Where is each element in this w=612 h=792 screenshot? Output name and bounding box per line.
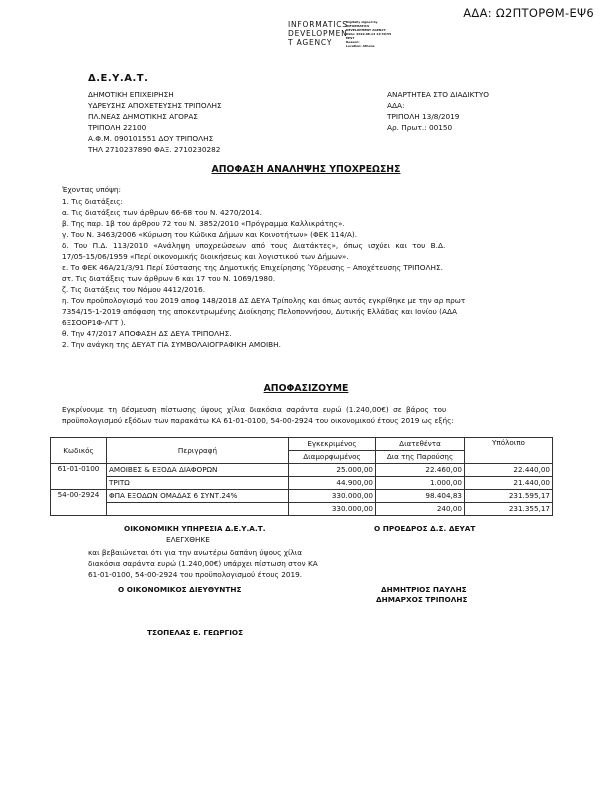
finance-service-heading: ΟΙΚΟΝΟΜΙΚΗ ΥΠΗΡΕΣΙΑ Δ.Ε.Υ.Α.Τ. [124, 524, 266, 533]
cell-description [107, 503, 289, 516]
org-line: ΔΗΜΟΤΙΚΗ ΕΠΙΧΕΙΡΗΣΗ [88, 90, 174, 99]
org-line: Α.Φ.Μ. 090101551 ΔΟΥ ΤΡΙΠΟΛΗΣ [88, 134, 214, 143]
decision-line: Εγκρίνουμε τη δέσμευση πίστωσης ύψους χίλια διακόσια σαράντα ευρώ (1.240,00€) σε βάρος του [62, 405, 447, 414]
organization-name: Δ.Ε.Υ.Α.Τ. [88, 73, 149, 84]
provision-item: 7354/15-1-2019 απόφαση της αποκεντρωμένης Διοίκησης Πελοποννήσου, Δυτικής Ελλάδας και Ιονίου (ΑΔΑ [62, 307, 457, 316]
president-role: ΔΗΜΑΡΧΟΣ ΤΡΙΠΟΛΗΣ [376, 595, 468, 604]
provision-item: 17/05-15/06/1959 «Περί οικονομικής διοικήσεως και λογιστικού των Δήμων». [62, 252, 349, 261]
ada-number: ΑΔΑ: Ω2ΠΤΟΡΘΜ-ΕΨ6 [463, 6, 594, 20]
ida-logo-line: DEVELOPMEN [288, 29, 348, 38]
table-header-row [51, 438, 553, 451]
cell-available: 22.460,00 [376, 464, 465, 477]
certification-line: διακόσια σαράντα ευρώ (1.240,00€) υπάρχει πίστωση στον ΚΑ [88, 559, 318, 568]
certification-line: και βεβαιώνεται ότι για την ανωτέρω δαπάνη ύψους χίλια [88, 548, 303, 557]
header-approved: Εγκεκριμένος [289, 438, 376, 451]
cell-approved: 25.000,00 [289, 464, 376, 477]
table-row [51, 477, 553, 490]
provision-item: β. Της παρ. 1β του άρθρου 72 του Ν. 3852/2010 «Πρόγραμμα Καλλικράτης». [62, 219, 345, 228]
meta-line: ΑΝΑΡΤΗΤΕΑ ΣΤΟ ΔΙΑΔΙΚΤΥΟ [387, 90, 490, 99]
cell-description: ΦΠΑ ΕΞΟΔΩΝ ΟΜΑΔΑΣ 6 ΣΥΝΤ.24% [107, 490, 289, 503]
cell-available: 98.404,83 [376, 490, 465, 503]
header-code: Κωδικός [51, 438, 107, 464]
table-row [51, 464, 553, 477]
president-name: ΔΗΜΗΤΡΙΟΣ ΠΑΥΛΗΣ [381, 585, 467, 594]
provision-item: 6ΞΣΟΟΡ1Φ-ΛΓΤ ). [62, 318, 126, 327]
header-available: Διατεθέντα [376, 438, 465, 451]
cell-code: 61-01-0100 [51, 464, 107, 490]
cell-available: 1.000,00 [376, 477, 465, 490]
header-available-sub: Δια της Παρούσης [376, 451, 465, 464]
provisions-list [62, 196, 552, 350]
cell-remaining: 22.440,00 [465, 464, 553, 477]
table-row [51, 503, 553, 516]
cell-remaining: 231.595,17 [465, 490, 553, 503]
header-approved-sub: Διαμορφωμένος [289, 451, 376, 464]
finance-director-name: ΤΣΟΠΕΛΑΣ Ε. ΓΕΩΡΓΙΟΣ [147, 628, 244, 637]
provision-item: ζ. Τις διατάξεις του Νόμου 4412/2016. [62, 285, 206, 294]
cell-remaining: 231.355,17 [465, 503, 553, 516]
provision-item: α. Τις διατάξεις των άρθρων 66-68 του Ν. 4270/2014. [62, 208, 262, 217]
organization-address [88, 89, 222, 155]
ida-logo-line: INFORMATICS [288, 20, 348, 29]
provision-item: ε. Το ΦΕΚ 46Α/21/3/91 Περί Σύστασης της Δημοτικής Επιχείρησης Ύδρευσης – Αποχέτευσης ΤΡΙΠΟΛΗΣ. [62, 263, 443, 272]
cell-description: ΤΡΙΤΩ [107, 477, 289, 490]
decision-text [62, 404, 552, 426]
org-line: ΤΡΙΠΟΛΗ 22100 [88, 123, 147, 132]
org-line: ΠΛ.ΝΕΑΣ ΔΗΜΟΤΙΚΗΣ ΑΓΟΡΑΣ [88, 112, 198, 121]
cell-approved: 330.000,00 [289, 503, 376, 516]
provision-item: θ. Την 47/2017 ΑΠΟΦΑΣΗ ΔΣ ΔΕΥΑ ΤΡΙΠΟΛΗΣ. [62, 329, 232, 338]
cell-code: 54-00-2924 [51, 490, 107, 516]
signature-stamp-line: Date: 2019.08.13 12:39:55 [346, 32, 392, 36]
document-title: ΑΠΟΦΑΣΗ ΑΝΑΛΗΨΗΣ ΥΠΟΧΡΕΩΣΗΣ [211, 164, 401, 175]
org-line: ΥΔΡΕΥΣΗΣ ΑΠΟΧΕΤΕΥΣΗΣ ΤΡΙΠΟΛΗΣ [88, 101, 222, 110]
decision-line: προϋπολογισμού εξόδων των παρακάτω ΚΑ 61-01-0100, 54-00-2924 του οικονομικού έτους 2019 ως εξής: [62, 416, 454, 425]
provision-item: δ. Του Π.Δ. 113/2010 «Ανάληψη υποχρεώσεων από τους Διατάκτες», όπως ισχύει και του Β.Δ. [62, 241, 446, 250]
considering-label: Έχοντας υπόψη: [62, 185, 121, 194]
signature-stamp-line: Location: Athens [346, 44, 375, 48]
ida-logo-text [288, 20, 348, 47]
decision-title: ΑΠΟΦΑΣΙΖΟΥΜΕ [263, 383, 349, 394]
header-description: Περιγραφή [107, 438, 289, 464]
meta-line: ΑΔΑ: [387, 101, 405, 110]
budget-table [50, 437, 553, 516]
ida-logo-line: T AGENCY [288, 38, 333, 47]
signature-stamp-line: INFORMATICS [346, 24, 370, 28]
finance-director-title: Ο ΟΙΚΟΝΟΜΙΚΟΣ ΔΙΕΥΘΥΝΤΗΣ [118, 585, 242, 594]
president-title: Ο ΠΡΟΕΔΡΟΣ Δ.Σ. ΔΕΥΑΤ [374, 524, 476, 533]
table-row [51, 490, 553, 503]
provision-item-2: 2. Την ανάγκη της ΔΕΥΑΤ ΓΙΑ ΣΥΜΒΟΛΑΙΟΓΡΑΦΙΚΗ ΑΜΟΙΒΗ. [62, 340, 281, 349]
provision-item: η. Τον προϋπολογισμό του 2019 αποφ 148/2018 ΔΣ ΔΕΥΑ Τρίπολης και όπως αυτός εγκρίθηκε με την αρ πρωτ [62, 296, 466, 305]
org-line: ΤΗΛ 2710237890 ΦΑΞ. 2710230282 [88, 145, 221, 154]
signature-stamp-line: EEST [346, 36, 355, 40]
digital-signature-stamp [346, 20, 391, 48]
certification-text [88, 547, 318, 580]
header-remaining: Υπόλοιπο [465, 438, 553, 464]
provision-intro: 1. Τις διατάξεις: [62, 197, 123, 206]
checked-label: ΕΛΕΓΧΘΗΚΕ [166, 535, 210, 544]
cell-available: 240,00 [376, 503, 465, 516]
document-meta [387, 89, 489, 133]
cell-remaining: 21.440,00 [465, 477, 553, 490]
signature-stamp-line: Reason: [346, 40, 360, 44]
signature-stamp-line: Digitally signed by [346, 20, 378, 24]
meta-line: Αρ. Πρωτ.: 00150 [387, 123, 453, 132]
cell-description: ΑΜΟΙΒΕΣ & ΕΞΟΔΑ ΔΙΑΦΟΡΩΝ [107, 464, 289, 477]
provision-item: στ. Τις διατάξεις των άρθρων 6 και 17 του Ν. 1069/1980. [62, 274, 276, 283]
certification-line: 61-01-0100, 54-00-2924 του προϋπολογισμού έτους 2019. [88, 570, 303, 579]
provision-item: γ. Του Ν. 3463/2006 «Κύρωση του Κώδικα Δήμων και Κοινοτήτων» (ΦΕΚ 114/Α). [62, 230, 358, 239]
signature-stamp-line: DEVELOPMENT AGENCY [346, 28, 386, 32]
cell-approved: 330.000,00 [289, 490, 376, 503]
meta-line: ΤΡΙΠΟΛΗ 13/8/2019 [387, 112, 460, 121]
cell-approved: 44.900,00 [289, 477, 376, 490]
